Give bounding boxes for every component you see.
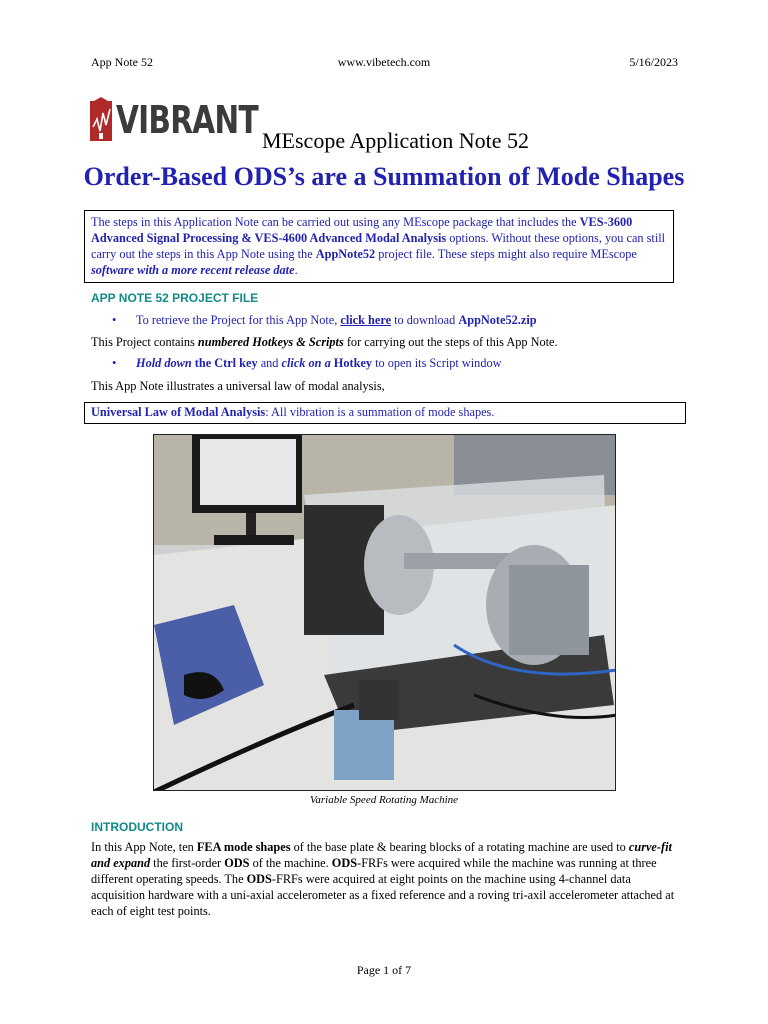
paragraph-universal-law-intro: This App Note illustrates a universal law of modal analysis, [91, 379, 385, 393]
page-number: Page 1 of 7 [356, 963, 412, 977]
header-app-note: App Note 52 [91, 55, 153, 69]
list-item-download [112, 313, 537, 328]
bullet-text: and [257, 356, 282, 370]
required-options: VES-3600 Advanced Signal Processing & VES-4600 Advanced Modal Analysis [91, 215, 633, 245]
click-on-text: click on a [281, 356, 331, 370]
app-note-title: MEscope Application Note 52 [262, 128, 530, 153]
bullet-icon: • [112, 356, 117, 370]
intro-text: -FRFs were acquired at eight points on the machine using 4-channel data acquisition hardware with a uni-axial accelerometer as a fixed reference and a roving tri-axil accelerometer attached at each of eight test points. [91, 872, 675, 918]
hold-down-text: Hold down [136, 356, 192, 370]
bullet-text: to download [391, 313, 459, 327]
release-note: software with a more recent release date [91, 263, 295, 277]
intro-text: of the machine. [249, 856, 332, 870]
photo-caption: Variable Speed Rotating Machine [309, 794, 459, 806]
rotating-machine-illustration [154, 435, 616, 791]
requirements-box [84, 210, 674, 283]
paragraph-text: for carrying out the steps of this App Note. [343, 335, 558, 349]
bullet-icon: • [112, 313, 117, 327]
hotkey-text: Hotkey [330, 356, 373, 370]
hotkeys-emphasis: numbered Hotkeys & Scripts [197, 335, 344, 349]
rotating-machine-photo [153, 434, 616, 791]
download-file-name: AppNote52.zip [458, 313, 537, 327]
intro-text: -FRFs were acquired while the machine was running at three different operating speeds. The [91, 856, 657, 886]
intro-bold: ODS [246, 872, 272, 886]
section-heading-introduction: INTRODUCTION [91, 820, 183, 834]
requirements-text: project file. These steps might also require MEscope [375, 247, 637, 261]
requirements-text: The steps in this Application Note can be carried out using any MEscope package that includes the [91, 215, 580, 229]
download-link[interactable]: click here [340, 313, 392, 327]
intro-bold: ODS [331, 856, 358, 870]
header-website: www.vibetech.com [337, 55, 431, 69]
header-date: 5/16/2023 [629, 55, 678, 69]
universal-law-box [84, 402, 686, 424]
vibrant-logo-text: VIBRANT [116, 98, 258, 142]
introduction-paragraph [91, 839, 681, 919]
vibrant-logo-mark-icon [90, 97, 114, 143]
list-item-hotkey [112, 356, 502, 371]
ctrl-key-text: the Ctrl key [191, 356, 258, 370]
bullet-text: to open its Script window [372, 356, 502, 370]
universal-law-text: : All vibration is a summation of mode shapes. [265, 405, 495, 419]
universal-law-label: Universal Law of Modal Analysis [91, 405, 266, 419]
intro-text: of the base plate & bearing blocks of a rotating machine are used to [290, 840, 629, 854]
intro-bold: FEA mode shapes [196, 840, 291, 854]
paragraph-project-contents [91, 334, 681, 350]
paragraph-text: This Project contains [91, 335, 198, 349]
vibrant-logo [90, 97, 258, 143]
intro-bold: ODS [224, 856, 250, 870]
requirements-text: . [294, 263, 298, 277]
page-title: Order-Based ODS’s are a Summation of Mode Shapes [83, 162, 685, 191]
project-file-name: AppNote52 [315, 247, 376, 261]
requirements-text: options. Without these options, you can still carry out the steps in this App Note using the [91, 231, 666, 261]
bullet-text: To retrieve the Project for this App Note, [136, 313, 341, 327]
section-heading-project-file: APP NOTE 52 PROJECT FILE [91, 291, 259, 305]
intro-text: In this App Note, ten [91, 840, 197, 854]
intro-bold-italic: curve-fit and expand [91, 840, 672, 870]
intro-text: the first-order [150, 856, 225, 870]
